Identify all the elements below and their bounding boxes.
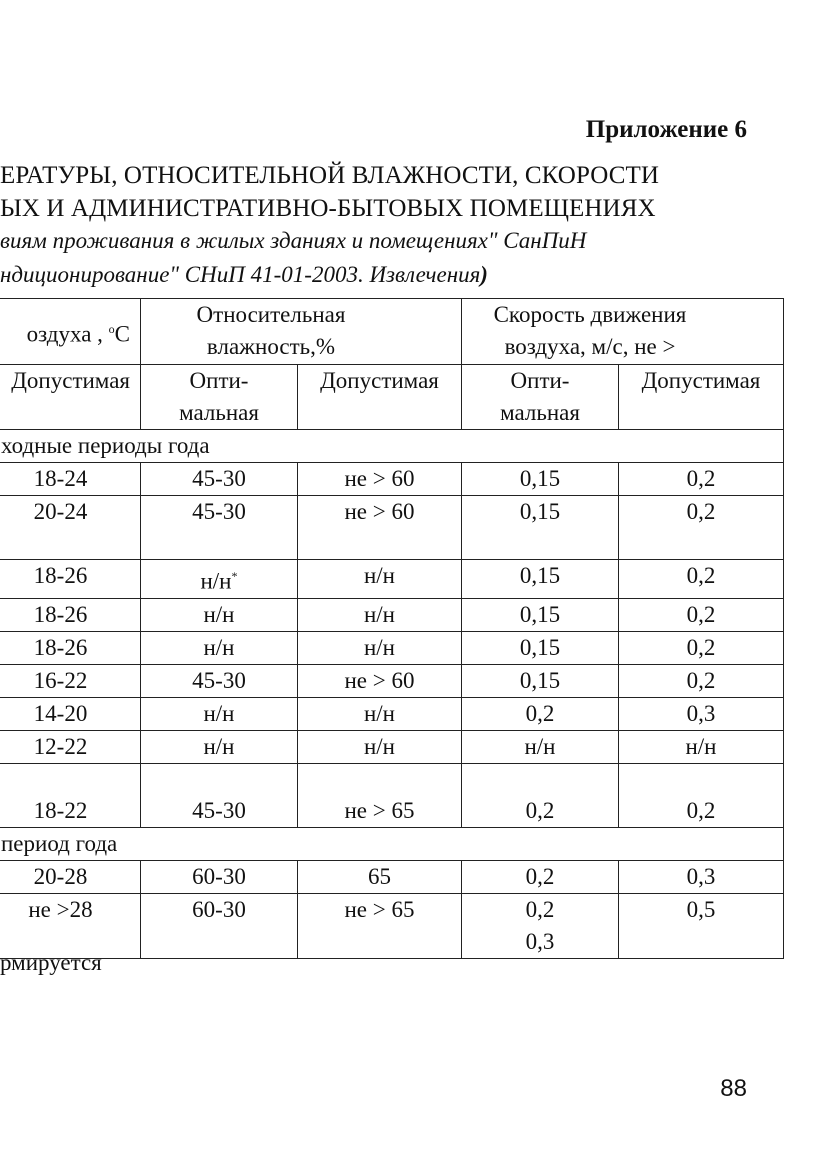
table-row xyxy=(0,463,784,496)
header-humidity-optimal: Опти- мальная xyxy=(141,365,298,430)
table-row xyxy=(0,598,784,631)
cell-sopt: 0,2 xyxy=(462,860,619,893)
cell-sopt: н/н xyxy=(462,730,619,763)
cell-temp: 18-26 xyxy=(0,631,141,664)
cell-hopt: 45-30 xyxy=(141,496,298,560)
cell-temp: 18-26 xyxy=(0,560,141,599)
header-speed-allowed: Допустимая xyxy=(619,365,784,430)
subtitle-line-2: ндиционирование" СНиП 41-01-2003. Извлечения) xyxy=(0,262,488,287)
cell-hopt: н/н xyxy=(141,730,298,763)
cell-hallow: 65 xyxy=(298,860,462,893)
cell-temp: 12-22 xyxy=(0,730,141,763)
appendix-label: Приложение 6 xyxy=(585,116,747,143)
title-line-1: ЕРАТУРЫ, ОТНОСИТЕЛЬНОЙ ВЛАЖНОСТИ, СКОРОСТИ xyxy=(0,162,660,189)
cell-temp: 18-24 xyxy=(0,463,141,496)
table-row xyxy=(0,763,784,827)
cell-sallow: 0,2 xyxy=(619,763,784,827)
norms-table xyxy=(0,298,784,959)
cell-hallow: не > 65 xyxy=(298,763,462,827)
cell-temp: не >28 xyxy=(0,893,141,958)
table-row xyxy=(0,560,784,599)
cell-sallow: 0,3 xyxy=(619,860,784,893)
cell-temp: 18-22 xyxy=(0,763,141,827)
table-row xyxy=(0,730,784,763)
table-row xyxy=(0,860,784,893)
subtitle-line-1: виям проживания в жилых зданиях и помещениях" СанПиН xyxy=(0,228,587,253)
cell-sopt: 0,15 xyxy=(462,631,619,664)
cell-hopt: н/н xyxy=(141,697,298,730)
cell-sallow: 0,2 xyxy=(619,664,784,697)
cell-hallow: не > 60 xyxy=(298,664,462,697)
header-humidity-allowed: Допустимая xyxy=(298,365,462,430)
cell-hallow: н/н xyxy=(298,560,462,599)
section-warm: период года xyxy=(0,827,784,860)
cell-sopt: 0,2 xyxy=(462,697,619,730)
cell-hopt: 45-30 xyxy=(141,463,298,496)
section-transitional: ходные периоды года xyxy=(0,430,784,463)
cell-sopt: 0,2 0,3 xyxy=(462,893,619,958)
cell-sallow: 0,2 xyxy=(619,463,784,496)
cell-temp: 14-20 xyxy=(0,697,141,730)
cell-sallow: 0,5 xyxy=(619,893,784,958)
header-temp-allowed: Допустимая xyxy=(0,365,141,430)
cell-sopt: 0,15 xyxy=(462,496,619,560)
cell-temp: 20-28 xyxy=(0,860,141,893)
cell-sopt: 0,15 xyxy=(462,598,619,631)
cell-hallow: не > 60 xyxy=(298,463,462,496)
cell-hopt: 60-30 xyxy=(141,860,298,893)
cell-sopt: 0,15 xyxy=(462,560,619,599)
table-row xyxy=(0,631,784,664)
cell-hallow: н/н xyxy=(298,631,462,664)
cell-hallow: не > 60 xyxy=(298,496,462,560)
cell-hopt: 60-30 xyxy=(141,893,298,958)
footnote: рмируется xyxy=(0,950,102,975)
cell-hallow: не > 65 xyxy=(298,893,462,958)
cell-temp: 20-24 xyxy=(0,496,141,560)
cell-hallow: н/н xyxy=(298,697,462,730)
cell-temp: 16-22 xyxy=(0,664,141,697)
cell-hallow: н/н xyxy=(298,598,462,631)
cell-sallow: 0,3 xyxy=(619,697,784,730)
cell-sallow: 0,2 xyxy=(619,560,784,599)
cell-sallow: 0,2 xyxy=(619,631,784,664)
cell-sallow: 0,2 xyxy=(619,496,784,560)
cell-hopt: н/н* xyxy=(141,560,298,599)
table-row xyxy=(0,496,784,560)
header-humidity: Относительная влажность,% xyxy=(141,299,462,365)
cell-temp: 18-26 xyxy=(0,598,141,631)
cell-sopt: 0,15 xyxy=(462,463,619,496)
cell-hopt: 45-30 xyxy=(141,763,298,827)
cell-sallow: н/н xyxy=(619,730,784,763)
title-line-2: ЫХ И АДМИНИСТРАТИВНО-БЫТОВЫХ ПОМЕЩЕНИЯХ xyxy=(0,195,656,222)
header-air-speed: Скорость движения воздуха, м/с, не > xyxy=(462,299,784,365)
cell-hopt: 45-30 xyxy=(141,664,298,697)
cell-hallow: н/н xyxy=(298,730,462,763)
page-number: 88 xyxy=(720,1075,747,1102)
cell-sopt: 0,2 xyxy=(462,763,619,827)
cell-hopt: н/н xyxy=(141,631,298,664)
header-temperature: оздуха , $^о$С xyxy=(0,299,141,365)
table-row xyxy=(0,893,784,958)
table-row xyxy=(0,697,784,730)
table-row xyxy=(0,664,784,697)
cell-sopt: 0,15 xyxy=(462,664,619,697)
cell-sallow: 0,2 xyxy=(619,598,784,631)
header-speed-optimal: Опти- мальная xyxy=(462,365,619,430)
cell-hopt: н/н xyxy=(141,598,298,631)
